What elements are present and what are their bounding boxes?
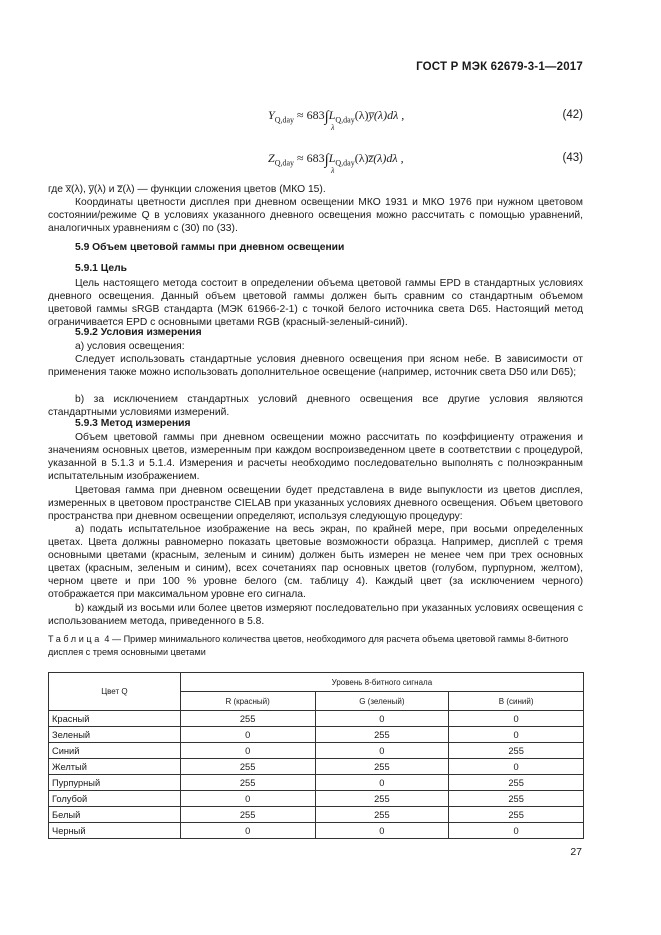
standard-header: ГОСТ Р МЭК 62679-3-1—2017 [416, 61, 583, 73]
header-r: R (красный) [180, 692, 315, 711]
row-color-name: Пурпурный [49, 775, 181, 791]
integral-limit: λ [331, 123, 335, 132]
cell-g: 255 [315, 727, 449, 743]
cell-r: 0 [180, 791, 315, 807]
paragraph-method-1: Объем цветовой гаммы при дневном освещении можно рассчитать по коэффициенту отражения и значениям основных цветов, измеренным при каждом воспроизведенном цвете в соответствии с процедурой, указанной в 5.1.3 и 5.1.4. Измерения и расчеты необходимо последовательно выполнять с полноэкранным испытательным изображением. [48, 432, 583, 483]
section-heading-5-9-2: 5.9.2 Условия измерения [75, 327, 202, 338]
radiance-arg: (λ) [354, 108, 369, 122]
where-clause: где x̅(λ), y̅(λ) и z̅(λ) — функции сложения цветов (МКО 15). [48, 184, 326, 195]
coefficient: 683 [306, 108, 325, 122]
cell-g: 0 [315, 711, 449, 727]
equation-number-43: (43) [562, 152, 583, 164]
cell-g: 0 [315, 743, 449, 759]
table-row [49, 823, 584, 839]
radiance-symbol: L [328, 108, 336, 122]
paragraph-step-a: а) подать испытательное изображение на весь экран, по крайней мере, при восьми определенных цветах. Цвета должны равномерно показать цветовые возможности образца. Например, дисплей с тремя основными цветами (красным, зеленым и синим) должен быть измерен не менее чем при трех основных цветах (красным, зеленым и синим), всех сочетаниях пар основных цветов (голубом, пурпурном, желтом), черном цвете и при 100 % уровне белого (см. таблицу 4). Каждый цвет (за исключением черного) отображается при максимальном уровне его сигнала. [48, 524, 583, 601]
differential: dλ , [387, 108, 405, 122]
cell-b: 0 [449, 711, 584, 727]
header-b: В (синий) [449, 692, 584, 711]
cell-b: 255 [449, 807, 584, 823]
paragraph-condition-a: а) условия освещения: [75, 341, 185, 352]
paragraph-step-b: b) каждый из восьми или более цветов измеряют последовательно при указанных условиях освещения с использованием метода, приведенного в 5.8. [48, 603, 583, 628]
cell-r: 0 [180, 823, 315, 839]
approx-sign: ≈ [297, 151, 304, 165]
cell-b: 0 [449, 759, 584, 775]
cmf-function: z̅(λ) [368, 151, 387, 165]
header-signal-level: Уровень 8-битного сигнала [180, 673, 583, 692]
row-color-name: Зеленый [49, 727, 181, 743]
paragraph-chromaticity: Координаты цветности дисплея при дневном освещении МКО 1931 и МКО 1976 при нужном цветовом состоянии/режиме Q в условиях указанного дневного освещения можно рассчитать с помощью уравнений, аналогичных уравнениям с (30) по (33). [48, 197, 583, 235]
table-row [49, 711, 584, 727]
cell-b: 255 [449, 743, 584, 759]
radiance-sub: Q,day [335, 158, 355, 168]
cell-r: 255 [180, 807, 315, 823]
integral-sign: ∫ [324, 109, 329, 125]
header-color: Цвет Q [49, 673, 181, 711]
cell-b: 0 [449, 727, 584, 743]
row-color-name: Белый [49, 807, 181, 823]
integral-sign: ∫ [324, 152, 329, 168]
cell-g: 255 [315, 807, 449, 823]
table-caption-label: Таблица [48, 634, 102, 644]
radiance-symbol: L [328, 151, 336, 165]
approx-sign: ≈ [297, 108, 304, 122]
coefficient: 683 [306, 151, 325, 165]
table-row [49, 791, 584, 807]
cell-r: 255 [180, 711, 315, 727]
differential: dλ , [386, 151, 404, 165]
page-number: 27 [570, 846, 582, 858]
cell-g: 255 [315, 791, 449, 807]
table-row [49, 743, 584, 759]
paragraph-condition-b: b) за исключением стандартных условий дневного освещения все другие условия являются стандартными условиями измерений. [48, 394, 583, 419]
row-color-name: Голубой [49, 791, 181, 807]
formula-lhs: Y [268, 108, 275, 122]
cell-b: 0 [449, 823, 584, 839]
cell-r: 0 [180, 727, 315, 743]
row-color-name: Синий [49, 743, 181, 759]
cell-r: 255 [180, 775, 315, 791]
cell-g: 255 [315, 759, 449, 775]
section-heading-5-9-3: 5.9.3 Метод измерения [75, 418, 191, 429]
cell-r: 255 [180, 759, 315, 775]
cmf-function: y̅(λ) [368, 108, 388, 122]
row-color-name: Красный [49, 711, 181, 727]
table-caption-number: 4 [104, 634, 110, 644]
cell-r: 0 [180, 743, 315, 759]
formula-43 [268, 151, 404, 175]
row-color-name: Желтый [49, 759, 181, 775]
integral-limit: λ [331, 166, 335, 175]
table-row [49, 807, 584, 823]
radiance-arg: (λ) [354, 151, 369, 165]
cell-b: 255 [449, 791, 584, 807]
header-g: G (зеленый) [315, 692, 449, 711]
equation-number-42: (42) [562, 109, 583, 121]
row-color-name: Черный [49, 823, 181, 839]
color-signal-table [48, 672, 584, 839]
table-caption-text: — Пример минимального количества цветов, необходимого для расчета объема цветовой гаммы 8-битного дисплея с тремя основными цветами [48, 634, 569, 657]
cell-b: 255 [449, 775, 584, 791]
formula-lhs-sub: Q,day [274, 115, 295, 125]
radiance-sub: Q,day [335, 115, 355, 125]
cell-g: 0 [315, 823, 449, 839]
table-caption [48, 633, 588, 658]
table-row [49, 727, 584, 743]
cell-g: 0 [315, 775, 449, 791]
paragraph-condition-a-text: Следует использовать стандартные условия дневного освещения при ясном небе. В зависимости от применения также можно использовать дополнительное освещение (например, источник света D50 или D65); [48, 354, 583, 379]
formula-42 [268, 108, 405, 132]
paragraph-method-2: Цветовая гамма при дневном освещении будет представлена в виде выпуклости из цветов дисплея, измеренных в цветовом пространстве CIELAB при указанных условиях дневного освещения. Объем цветового пространства при дневном освещении определяют, используя следующую процедуру: [48, 485, 583, 523]
paragraph-goal: Цель настоящего метода состоит в определении объема цветовой гаммы EPD в стандартных условиях дневного освещения. Данный объем цветовой гаммы должен быть сравним со стандартным объемом цветовой гаммы sRGB стандарта (МЭК 61966-2-1) с точкой белого источника света D65. Настоящий метод ограничивается EPD с основными цветами RGB (красный-зеленый-синий). [48, 278, 583, 329]
table-row [49, 759, 584, 775]
formula-lhs-sub: Q,day [274, 158, 295, 168]
formula-lhs: Z [268, 151, 275, 165]
section-heading-5-9: 5.9 Объем цветовой гаммы при дневном освещении [75, 242, 345, 253]
section-heading-5-9-1: 5.9.1 Цель [75, 263, 128, 274]
table-row [49, 775, 584, 791]
